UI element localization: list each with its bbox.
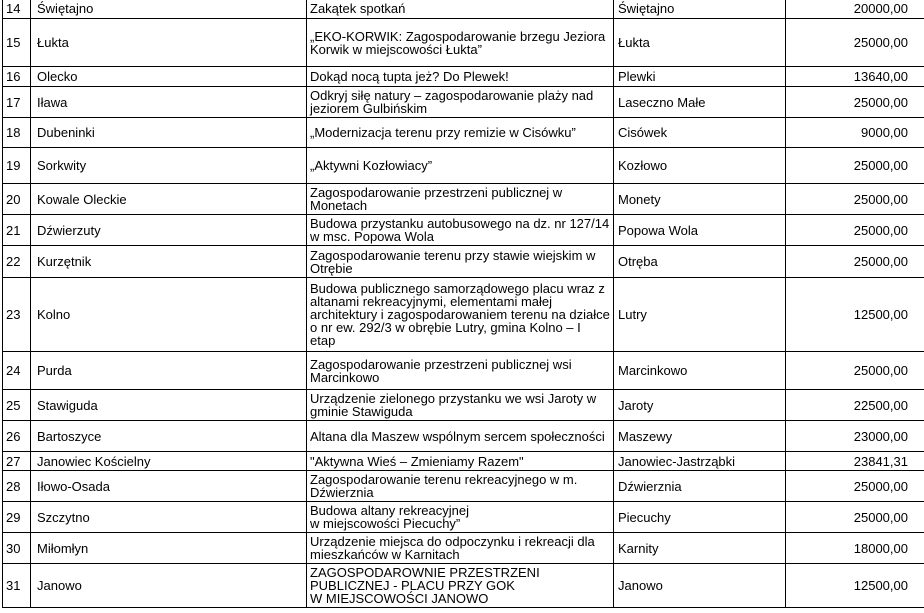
locality-cell-text: Laseczno Małe [618,94,706,110]
project-name-cell-text: Budowa przystanku autobusowego na dz. nr 127/14 w msc. Popowa Wola [310,216,610,244]
row-number-cell [3,278,31,352]
table-row [3,246,924,278]
commune-cell [31,352,307,390]
amount-cell-text: 9000,00 [861,125,908,140]
locality-cell-text: Monety [618,191,661,207]
amount-cell-text: 25000,00 [853,254,908,269]
row-number-cell-text: 26 [6,428,21,444]
amount-cell [786,118,924,148]
row-number-cell [3,352,31,390]
commune-cell-text: Dźwierzuty [37,222,101,238]
locality-cell [614,564,786,608]
commune-cell-text: Kurzętnik [37,254,92,269]
commune-cell [31,19,307,67]
project-name-cell [307,533,614,564]
commune-cell [31,390,307,421]
commune-cell-text: Bartoszyce [37,428,102,444]
commune-cell [31,502,307,533]
commune-cell-text: Dubeninki [37,125,95,140]
amount-cell-text: 25000,00 [853,35,908,50]
table-row [3,215,924,246]
locality-cell [614,421,786,452]
project-name-cell [307,184,614,215]
project-name-cell-text: "Aktywna Wieś – Zmieniamy Razem" [310,453,524,469]
row-number-cell-text: 20 [6,191,21,207]
table-row [3,184,924,215]
table-row [3,352,924,390]
row-number-cell-text: 16 [6,69,21,84]
commune-cell-text: Szczytno [37,509,90,525]
table-row [3,19,924,67]
project-name-cell-text: Urządzenie miejsca do odpoczynku i rekreacji dla mieszkańców w Karnitach [310,534,595,562]
amount-cell-text: 23841,31 [853,453,908,469]
project-name-cell [307,564,614,608]
amount-cell [786,215,924,246]
commune-cell [31,421,307,452]
locality-cell [614,67,786,87]
locality-cell-text: Janowiec-Jastrząbki [618,453,736,469]
project-name-cell [307,390,614,421]
project-name-cell [307,352,614,390]
project-name-cell [307,19,614,67]
project-name-cell [307,118,614,148]
locality-cell [614,0,786,19]
commune-cell [31,215,307,246]
project-name-cell-text: Zagospodarowanie terenu przy stawie wiejskim w Otrębie [310,247,596,276]
locality-cell [614,184,786,215]
locality-cell [614,246,786,278]
amount-cell [786,352,924,390]
commune-cell-text: Stawiguda [37,397,98,413]
row-number-cell [3,390,31,421]
commune-cell [31,0,307,19]
locality-cell-text: Łukta [618,35,650,50]
project-name-cell [307,421,614,452]
amount-cell-text: 22500,00 [853,397,908,413]
table-row [3,502,924,533]
commune-cell [31,118,307,148]
row-number-cell [3,19,31,67]
project-name-cell-text: Altana dla Maszew wspólnym sercem społeczności [310,428,605,444]
table-row [3,421,924,452]
table-row [3,452,924,471]
amount-cell [786,533,924,564]
row-number-cell-text: 27 [6,453,21,469]
row-number-cell [3,502,31,533]
project-name-cell-text: Zagospodarowanie przestrzeni publicznej wsi Marcinkowo [310,356,572,385]
locality-cell-text: Otręba [618,254,658,269]
amount-cell-text: 20000,00 [853,1,908,16]
row-number-cell [3,0,31,19]
project-name-cell [307,502,614,533]
project-name-cell-text: ZAGOSPODAROWNIE PRZESTRZENI PUBLICZNEJ - PLACU PRZY GOK W MIEJSCOWOŚCI JANOWO [310,565,540,606]
row-number-cell-text: 19 [6,158,21,173]
locality-cell-text: Jaroty [618,397,654,413]
row-number-cell [3,421,31,452]
locality-cell-text: Karnity [618,540,659,556]
row-number-cell-text: 23 [6,307,21,322]
amount-cell-text: 25000,00 [853,222,908,238]
project-name-cell-text: Budowa altany rekreacyjnej w miejscowości Piecuchy” [310,503,469,531]
project-name-cell [307,67,614,87]
projects-table [2,0,924,608]
commune-cell [31,533,307,564]
project-name-cell-text: Zakątek spotkań [310,1,406,16]
commune-cell-text: Łukta [37,35,69,50]
locality-cell [614,87,786,118]
project-name-cell-text: Zagospodarowanie przestrzeni publicznej w Monetach [310,185,563,213]
project-name-cell-text: Dokąd nocą tupta jeż? Do Plewek! [310,69,509,84]
row-number-cell [3,452,31,471]
amount-cell [786,0,924,19]
amount-cell-text: 25000,00 [853,363,908,378]
amount-cell [786,19,924,67]
project-name-cell-text: Budowa publicznego samorządowego placu wraz z altanami rekreacyjnymi, elementami małej architektury i zagospodarowaniem terenu na działce o nr ew. 292/3 w obrębie Lutry, gmina Kolno – I etap [310,281,610,348]
row-number-cell [3,67,31,87]
amount-cell [786,390,924,421]
locality-cell-text: Popowa Wola [618,222,698,238]
commune-cell-text: Iłowo-Osada [37,478,110,494]
amount-cell [786,278,924,352]
commune-cell-text: Iława [37,94,68,110]
row-number-cell-text: 18 [6,125,21,140]
amount-cell [786,564,924,608]
commune-cell [31,148,307,184]
row-number-cell [3,148,31,184]
amount-cell [786,452,924,471]
amount-cell [786,87,924,118]
row-number-cell-text: 31 [6,578,21,593]
commune-cell [31,87,307,118]
row-number-cell [3,215,31,246]
locality-cell-text: Marcinkowo [618,363,688,378]
locality-cell [614,352,786,390]
commune-cell-text: Świętajno [37,1,94,16]
project-name-cell-text: „Aktywni Kozłowiacy” [310,158,433,173]
table-row [3,148,924,184]
locality-cell [614,533,786,564]
projects-table-body [3,0,924,608]
row-number-cell-text: 15 [6,35,21,50]
locality-cell [614,452,786,471]
project-name-cell-text: „Modernizacja terenu przy remizie w Cisówku” [310,125,576,140]
project-name-cell [307,278,614,352]
locality-cell-text: Kozłowo [618,158,668,173]
locality-cell-text: Piecuchy [618,509,671,525]
table-row [3,278,924,352]
commune-cell-text: Miłomłyn [37,540,89,556]
amount-cell [786,67,924,87]
project-name-cell [307,452,614,471]
locality-cell [614,390,786,421]
locality-cell [614,471,786,502]
amount-cell-text: 18000,00 [853,540,908,556]
locality-cell-text: Maszewy [618,428,673,444]
locality-cell [614,502,786,533]
row-number-cell-text: 25 [6,397,21,413]
locality-cell-text: Świętajno [618,1,675,16]
row-number-cell-text: 17 [6,94,21,110]
commune-cell [31,278,307,352]
project-name-cell-text: Urządzenie zielonego przystanku we wsi Jaroty w gminie Stawiguda [310,391,597,419]
amount-cell-text: 25000,00 [853,478,908,494]
locality-cell [614,19,786,67]
table-row [3,390,924,421]
commune-cell [31,452,307,471]
commune-cell [31,67,307,87]
amount-cell-text: 25000,00 [853,158,908,173]
row-number-cell-text: 22 [6,254,21,269]
amount-cell-text: 23000,00 [853,428,908,444]
amount-cell [786,471,924,502]
project-name-cell-text: Zagospodarowanie terenu rekreacyjnego w m. Dźwierznia [310,472,578,500]
project-name-cell-text: Odkryj siłę natury – zagospodarowanie plaży nad jeziorem Gulbińskim [310,88,594,116]
amount-cell [786,421,924,452]
commune-cell [31,564,307,608]
project-name-cell [307,246,614,278]
amount-cell-text: 25000,00 [853,191,908,207]
commune-cell-text: Janowiec Kościelny [37,453,151,469]
commune-cell-text: Kolno [37,307,71,322]
table-row [3,564,924,608]
commune-cell [31,246,307,278]
commune-cell [31,471,307,502]
amount-cell-text: 25000,00 [853,94,908,110]
row-number-cell [3,118,31,148]
commune-cell-text: Janowo [37,578,82,593]
locality-cell [614,118,786,148]
row-number-cell-text: 28 [6,478,21,494]
locality-cell [614,148,786,184]
amount-cell-text: 12500,00 [853,578,908,593]
amount-cell [786,502,924,533]
amount-cell [786,184,924,215]
project-name-cell-text: „EKO-KORWIK: Zagospodarowanie brzegu Jeziora Korwik w miejscowości Łukta” [310,28,606,57]
table-row [3,87,924,118]
locality-cell-text: Cisówek [618,125,668,140]
commune-cell [31,184,307,215]
locality-cell-text: Lutry [618,307,647,322]
row-number-cell-text: 24 [6,363,21,378]
locality-cell-text: Dźwierznia [618,478,682,494]
project-name-cell [307,87,614,118]
row-number-cell-text: 29 [6,509,21,525]
commune-cell-text: Sorkwity [37,158,87,173]
row-number-cell [3,246,31,278]
commune-cell-text: Olecko [37,69,78,84]
row-number-cell [3,564,31,608]
amount-cell-text: 25000,00 [853,509,908,525]
project-name-cell [307,471,614,502]
row-number-cell-text: 14 [6,1,21,16]
table-row [3,0,924,19]
commune-cell-text: Purda [37,363,72,378]
row-number-cell [3,471,31,502]
row-number-cell [3,533,31,564]
commune-cell-text: Kowale Oleckie [37,191,127,207]
amount-cell [786,246,924,278]
locality-cell [614,278,786,352]
locality-cell [614,215,786,246]
project-name-cell [307,148,614,184]
locality-cell-text: Janowo [618,578,663,593]
table-row [3,118,924,148]
amount-cell-text: 12500,00 [853,307,908,322]
locality-cell-text: Plewki [618,69,656,84]
project-name-cell [307,215,614,246]
amount-cell-text: 13640,00 [853,69,908,84]
project-name-cell [307,0,614,19]
row-number-cell [3,184,31,215]
table-row [3,471,924,502]
row-number-cell-text: 30 [6,540,21,556]
table-row [3,67,924,87]
amount-cell [786,148,924,184]
row-number-cell-text: 21 [6,222,21,238]
table-row [3,533,924,564]
row-number-cell [3,87,31,118]
